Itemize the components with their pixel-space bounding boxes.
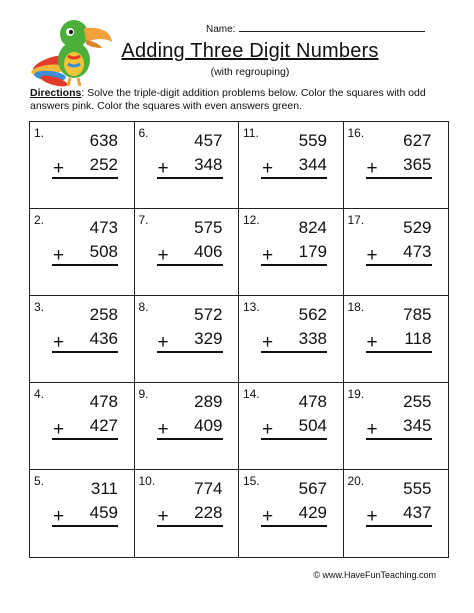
directions-text: : Solve the triple-digit addition problems below. Color the squares with odd answers pink. Color the squares with even answers green.	[30, 87, 426, 112]
plus-sign: +	[53, 332, 65, 353]
problem-cell	[239, 122, 344, 209]
answer-line	[52, 351, 118, 353]
plus-sign: +	[53, 158, 65, 179]
bottom-addend: 429	[298, 503, 327, 522]
plus-sign: +	[262, 158, 274, 179]
bottom-addend: 329	[194, 329, 223, 348]
bottom-addend: 437	[403, 503, 432, 522]
problem-number: 16.	[347, 126, 365, 140]
directions-label: Directions	[30, 87, 82, 99]
top-addend: 627	[403, 131, 432, 150]
bottom-addend: 344	[298, 155, 327, 174]
answer-line	[366, 525, 432, 527]
top-addend: 824	[298, 218, 327, 237]
top-addend: 567	[298, 479, 327, 498]
answer-line	[261, 438, 327, 440]
top-addend: 255	[403, 392, 432, 411]
problem-number: 6.	[138, 126, 149, 140]
top-addend: 473	[89, 218, 118, 237]
answer-line	[52, 177, 118, 179]
name-label: Name:	[206, 24, 236, 35]
bottom-addend: 427	[89, 416, 118, 435]
top-addend: 638	[89, 131, 118, 150]
plus-sign: +	[157, 506, 169, 527]
footer-credit: © www.HaveFunTeaching.com	[313, 570, 436, 580]
top-addend: 774	[194, 479, 223, 498]
top-addend: 572	[194, 305, 223, 324]
problem-number: 2.	[34, 213, 45, 227]
plus-sign: +	[366, 419, 378, 440]
plus-sign: +	[366, 245, 378, 266]
answer-line	[366, 177, 432, 179]
top-addend: 555	[403, 479, 432, 498]
plus-sign: +	[157, 332, 169, 353]
plus-sign: +	[262, 506, 274, 527]
problem-cell	[344, 209, 449, 296]
bottom-addend: 118	[404, 329, 432, 348]
problem-number: 19.	[347, 387, 365, 401]
top-addend: 559	[298, 131, 327, 150]
problem-number: 12.	[243, 213, 260, 227]
top-addend: 289	[194, 392, 223, 411]
bottom-addend: 365	[403, 155, 432, 174]
problem-cell	[30, 383, 135, 470]
bottom-addend: 348	[194, 155, 223, 174]
top-addend: 575	[194, 218, 223, 237]
top-addend: 258	[89, 305, 118, 324]
bottom-addend: 409	[194, 416, 223, 435]
problem-number: 3.	[34, 300, 45, 314]
answer-line	[157, 351, 223, 353]
problem-number: 20.	[347, 474, 365, 488]
problem-cell	[344, 470, 449, 557]
answer-line	[52, 264, 118, 266]
name-field	[206, 22, 425, 35]
answer-line	[52, 438, 118, 440]
answer-line	[261, 177, 327, 179]
bottom-addend: 459	[89, 503, 118, 522]
bottom-addend: 179	[298, 242, 327, 261]
problem-cell	[30, 209, 135, 296]
bottom-addend: 345	[403, 416, 432, 435]
top-addend: 457	[194, 131, 223, 150]
problem-grid	[29, 121, 449, 558]
problem-cell	[344, 122, 449, 209]
problem-number: 7.	[138, 213, 149, 227]
problem-cell	[239, 383, 344, 470]
problem-cell	[135, 209, 240, 296]
answer-line	[52, 525, 118, 527]
plus-sign: +	[53, 419, 65, 440]
worksheet-title: Adding Three Digit Numbers	[121, 40, 379, 62]
answer-line	[366, 264, 432, 266]
answer-line	[157, 177, 223, 179]
problem-cell	[30, 122, 135, 209]
problem-number: 10.	[138, 474, 156, 488]
name-line	[239, 22, 425, 32]
problem-cell	[135, 383, 240, 470]
problem-cell	[239, 209, 344, 296]
problem-number: 11.	[243, 126, 259, 140]
answer-line	[261, 351, 327, 353]
plus-sign: +	[53, 245, 65, 266]
top-addend: 529	[403, 218, 432, 237]
directions	[30, 87, 450, 113]
problem-number: 8.	[138, 300, 149, 314]
plus-sign: +	[262, 332, 274, 353]
plus-sign: +	[157, 245, 169, 266]
bottom-addend: 508	[89, 242, 118, 261]
problem-cell	[30, 296, 135, 383]
problem-number: 15.	[243, 474, 260, 488]
bottom-addend: 436	[89, 329, 118, 348]
problem-cell	[135, 470, 240, 557]
top-addend: 562	[298, 305, 327, 324]
bottom-addend: 473	[403, 242, 432, 261]
top-addend: 478	[89, 392, 118, 411]
answer-line	[157, 264, 223, 266]
answer-line	[261, 264, 327, 266]
bottom-addend: 252	[89, 155, 118, 174]
plus-sign: +	[366, 506, 378, 527]
top-addend: 311	[90, 479, 118, 498]
plus-sign: +	[366, 158, 378, 179]
problem-number: 1.	[34, 126, 45, 140]
problem-number: 4.	[34, 387, 45, 401]
problem-cell	[135, 296, 240, 383]
problem-number: 5.	[34, 474, 45, 488]
answer-line	[157, 525, 223, 527]
plus-sign: +	[157, 419, 169, 440]
problem-number: 17.	[347, 213, 365, 227]
answer-line	[366, 438, 432, 440]
problem-number: 18.	[347, 300, 365, 314]
bottom-addend: 228	[194, 503, 223, 522]
answer-line	[261, 525, 327, 527]
problem-cell	[239, 296, 344, 383]
plus-sign: +	[262, 419, 274, 440]
problem-cell	[344, 383, 449, 470]
answer-line	[366, 351, 432, 353]
problem-number: 9.	[138, 387, 149, 401]
plus-sign: +	[157, 158, 169, 179]
problem-number: 14.	[243, 387, 260, 401]
plus-sign: +	[53, 506, 65, 527]
problem-cell	[344, 296, 449, 383]
worksheet-subtitle: (with regrouping)	[210, 66, 290, 78]
top-addend: 478	[298, 392, 327, 411]
bottom-addend: 406	[194, 242, 223, 261]
problem-cell	[239, 470, 344, 557]
answer-line	[157, 438, 223, 440]
problem-cell	[30, 470, 135, 557]
plus-sign: +	[366, 332, 378, 353]
problem-cell	[135, 122, 240, 209]
bottom-addend: 504	[298, 416, 327, 435]
plus-sign: +	[262, 245, 274, 266]
bottom-addend: 338	[298, 329, 327, 348]
problem-number: 13.	[243, 300, 260, 314]
top-addend: 785	[403, 305, 432, 324]
